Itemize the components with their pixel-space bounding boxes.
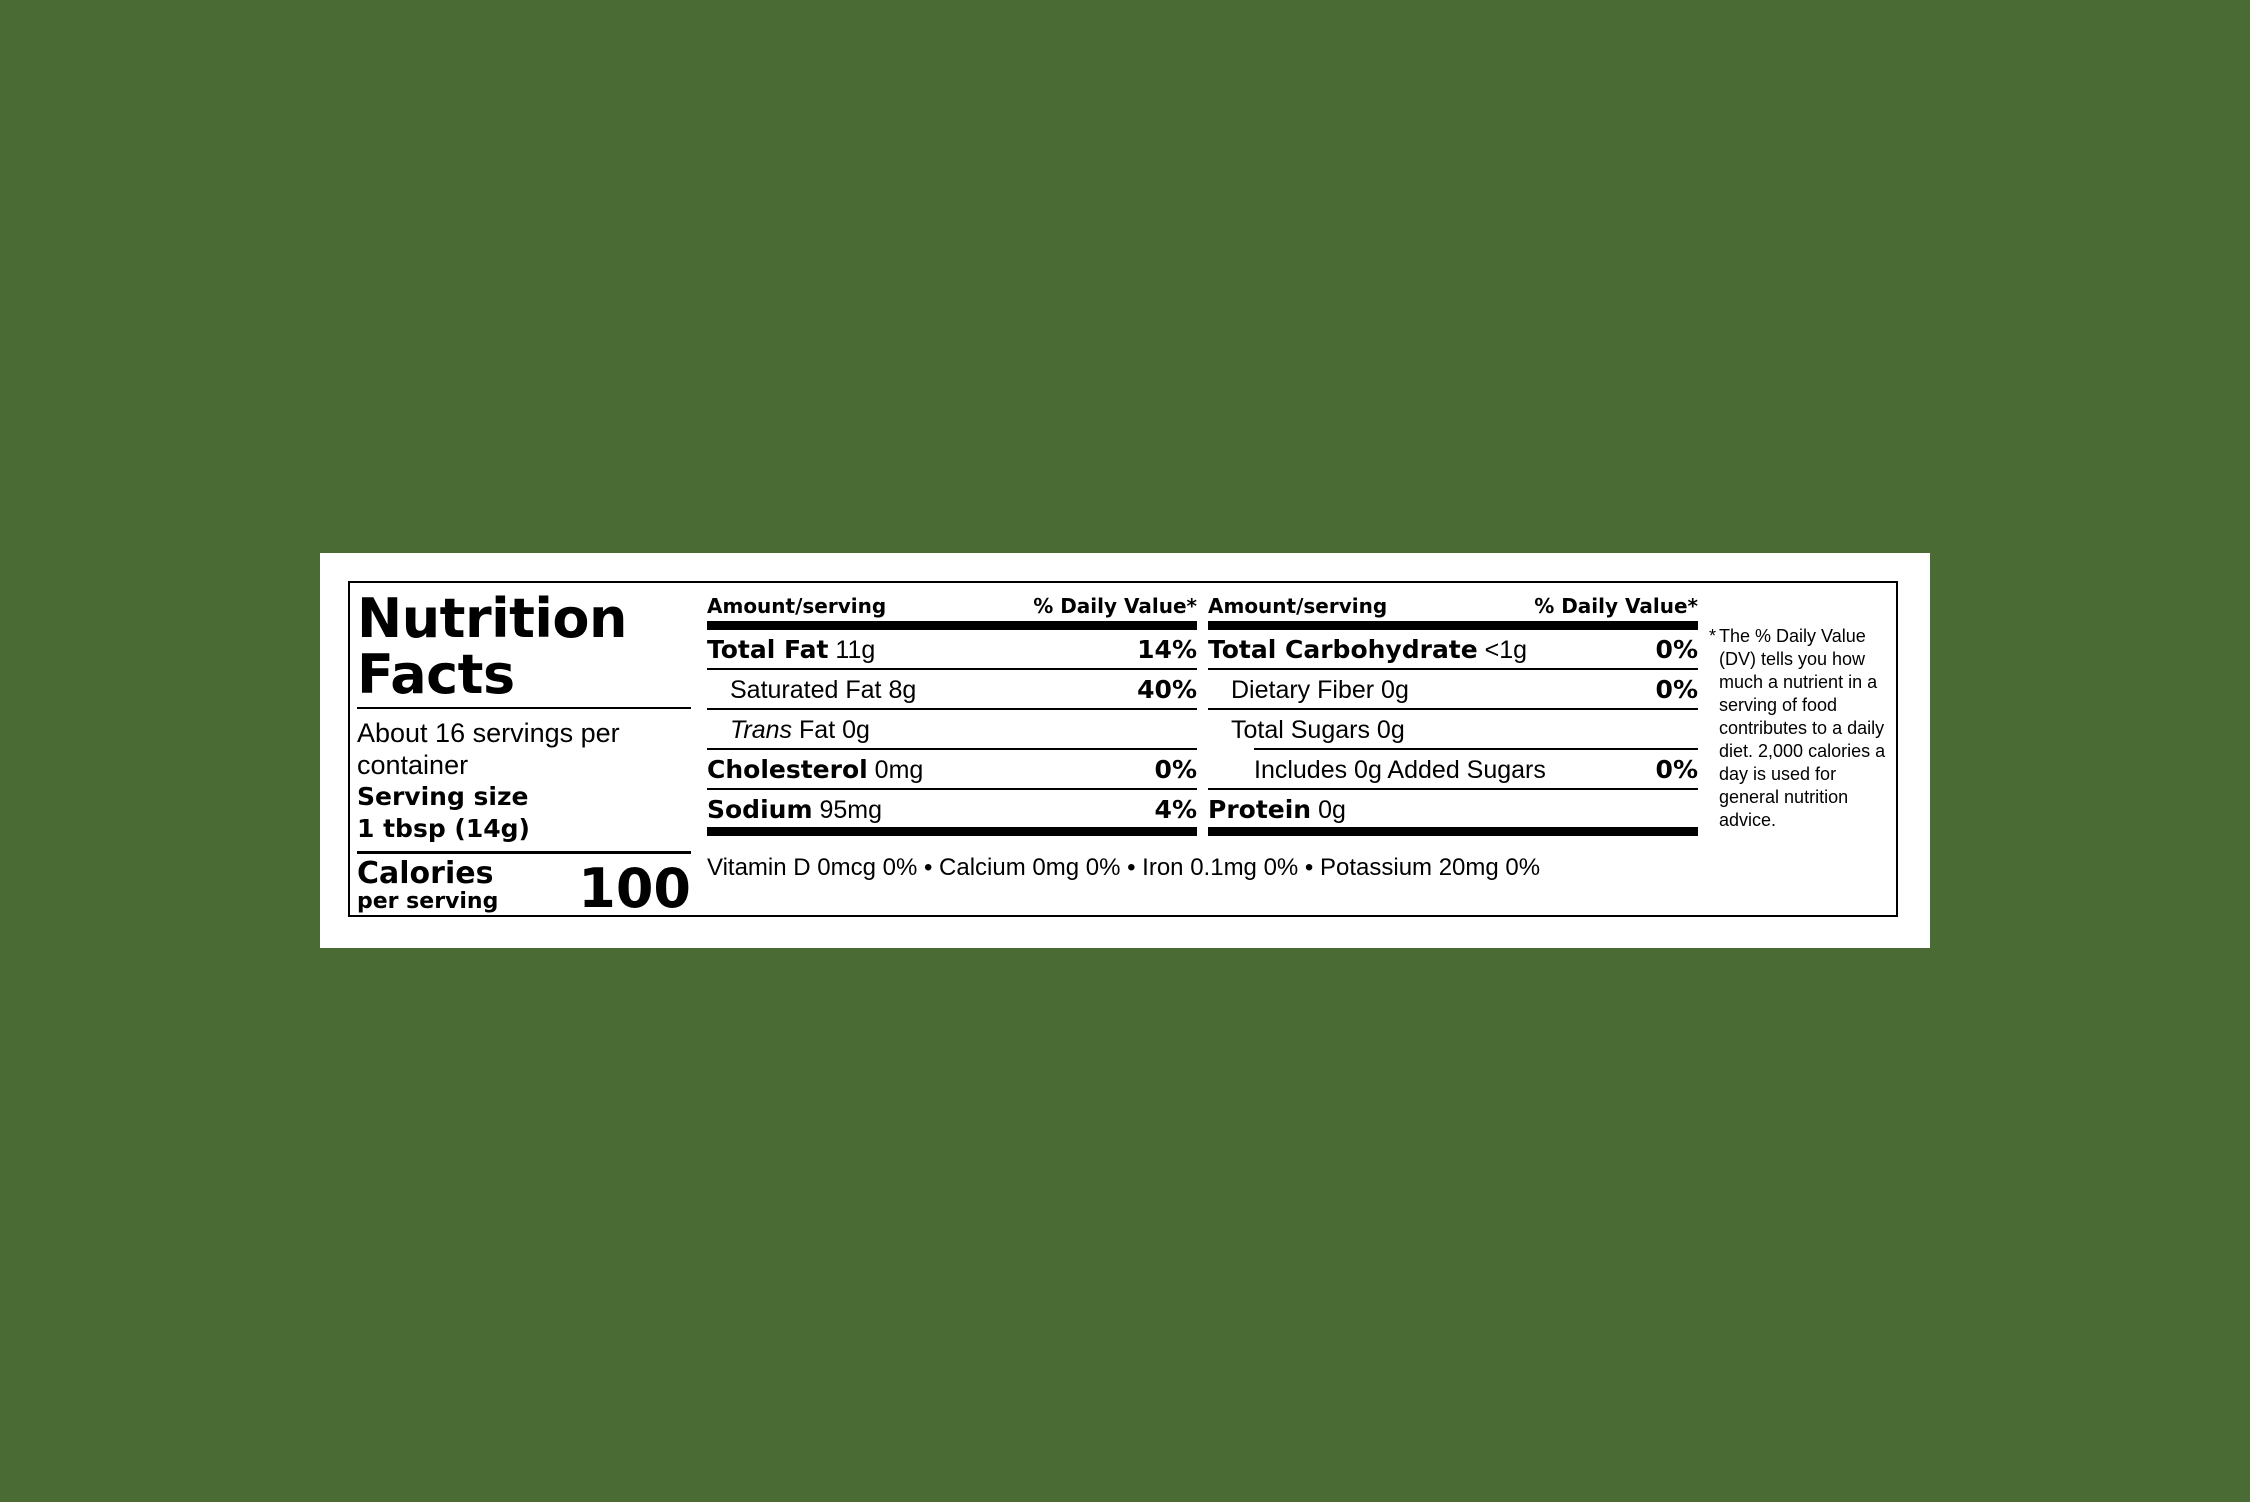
title-line-2: Facts bbox=[357, 643, 515, 706]
nutrient-name: Total Sugars bbox=[1231, 716, 1370, 744]
nutrient-column-right bbox=[1208, 591, 1698, 836]
nutrient-dv: 0% bbox=[1655, 755, 1698, 784]
nutrient-amount: <1g bbox=[1484, 636, 1528, 664]
nutrient-row-total-carbohydrate bbox=[1208, 630, 1698, 670]
nutrient-name: Sodium bbox=[707, 795, 813, 824]
nutrient-amount: 0g bbox=[842, 716, 870, 744]
calories-value: 100 bbox=[578, 857, 691, 920]
nutrient-amount: 8g bbox=[888, 676, 917, 704]
nutrient-name: Total Carbohydrate bbox=[1208, 635, 1478, 664]
nutrient-column-left bbox=[707, 591, 1197, 836]
calories-sub-label: per serving bbox=[357, 889, 499, 914]
nutrient-name: Saturated Fat bbox=[730, 676, 882, 704]
nutrient-row-total-fat bbox=[707, 630, 1197, 670]
nutrition-facts-label bbox=[348, 581, 1898, 920]
nutrient-name-suffix: Fat bbox=[799, 716, 836, 744]
daily-value-footnote bbox=[1709, 625, 1889, 832]
amount-serving-header: Amount/serving bbox=[1208, 594, 1388, 618]
nutrient-row-dietary-fiber bbox=[1208, 670, 1698, 710]
nutrient-dv: 14% bbox=[1137, 635, 1197, 664]
calories-row bbox=[357, 854, 691, 920]
vitamins-minerals-line: Vitamin D 0mcg 0% • Calcium 0mg 0% • Iron 0.1mg 0% • Potassium 20mg 0% bbox=[707, 854, 1541, 881]
nutrient-row-sodium bbox=[707, 790, 1197, 836]
column-header bbox=[707, 591, 1197, 630]
label-header-block bbox=[357, 587, 691, 920]
nutrient-dv: 0% bbox=[1655, 675, 1698, 704]
label-panel bbox=[320, 553, 1930, 948]
column-header bbox=[1208, 591, 1698, 630]
amount-serving-header: Amount/serving bbox=[707, 594, 887, 618]
serving-size-label: Serving size bbox=[357, 782, 529, 811]
calories-label: Calories bbox=[357, 856, 494, 891]
footnote-text: The % Daily Value (DV) tells you how much a nutrient in a serving of food contributes to a daily diet. 2,000 calories a day is used for general nutrition advice. bbox=[1719, 626, 1886, 830]
nutrient-row-saturated-fat bbox=[707, 670, 1197, 710]
nutrient-amount: 0g bbox=[1376, 716, 1405, 744]
nutrient-name: Protein bbox=[1208, 795, 1312, 824]
footnote-star: * bbox=[1709, 626, 1717, 646]
nutrient-name: Cholesterol bbox=[707, 755, 868, 784]
nutrient-amount: 0mg bbox=[874, 756, 924, 784]
servings-per-container: About 16 servings per container bbox=[357, 718, 620, 780]
nutrient-name: Includes 0g Added Sugars bbox=[1254, 756, 1546, 784]
nutrient-amount: 11g bbox=[835, 636, 876, 664]
nutrient-row-cholesterol bbox=[707, 750, 1197, 790]
nutrient-name: Total Fat bbox=[707, 635, 829, 664]
nutrient-row-trans-fat bbox=[707, 710, 1197, 750]
label-title bbox=[357, 587, 691, 709]
nutrient-dv: 4% bbox=[1154, 795, 1197, 824]
serving-size-value: 1 tbsp (14g) bbox=[357, 813, 691, 854]
nutrient-dv: 40% bbox=[1137, 675, 1197, 704]
nutrient-row-protein bbox=[1208, 790, 1698, 836]
daily-value-header: % Daily Value* bbox=[1534, 594, 1698, 618]
nutrient-dv: 0% bbox=[1154, 755, 1197, 784]
nutrient-dv: 0% bbox=[1655, 635, 1698, 664]
title-line-1: Nutrition bbox=[357, 587, 627, 650]
nutrient-amount: 0g bbox=[1381, 676, 1409, 704]
nutrient-name: Trans bbox=[730, 716, 793, 744]
nutrient-row-total-sugars bbox=[1208, 710, 1698, 750]
nutrient-row-added-sugars bbox=[1208, 750, 1698, 790]
daily-value-header: % Daily Value* bbox=[1033, 594, 1197, 618]
nutrient-name: Dietary Fiber bbox=[1231, 676, 1375, 704]
nutrient-amount: 95mg bbox=[819, 796, 882, 824]
nutrient-amount: 0g bbox=[1318, 796, 1346, 824]
